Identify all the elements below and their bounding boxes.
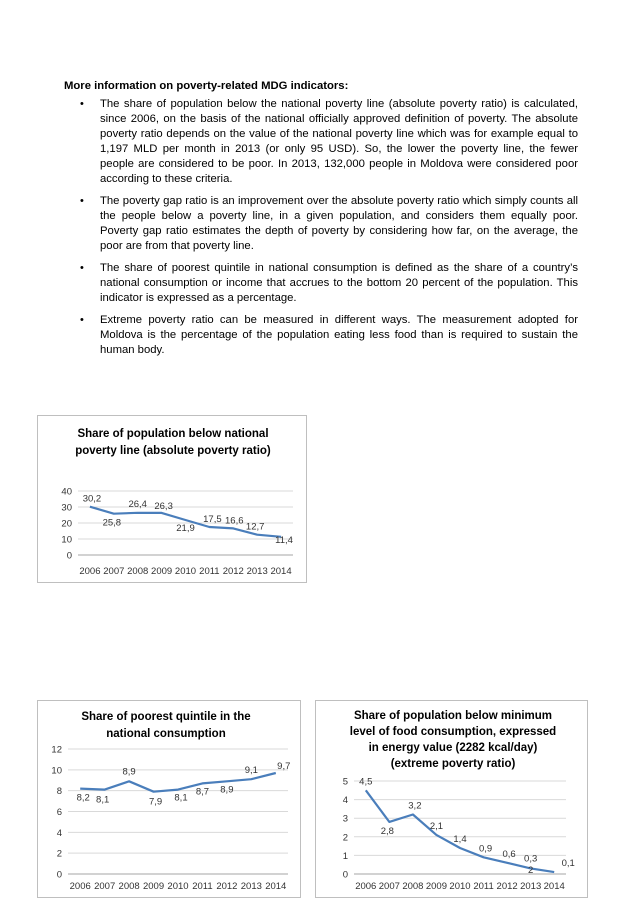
- data-label: 30,2: [82, 493, 102, 505]
- x-tick-label: 2006: [79, 566, 101, 577]
- bullet-item: [64, 313, 578, 358]
- x-tick-label: 2010: [174, 566, 197, 577]
- y-tick-label: 4: [56, 827, 62, 839]
- data-label: 16,6: [225, 515, 244, 527]
- y-tick-label: 4: [342, 795, 348, 807]
- chart-title-line: (extreme poverty ratio): [390, 758, 516, 770]
- y-tick-label: 2: [56, 848, 62, 860]
- x-tick-label: 2014: [265, 881, 287, 892]
- data-label-extra: 2: [528, 865, 534, 876]
- data-label: 0,1: [561, 858, 575, 870]
- y-tick-label: 0: [56, 869, 62, 881]
- chart-title-line: in energy value (2282 kcal/day): [368, 742, 538, 754]
- data-label: 26,3: [154, 500, 173, 512]
- data-label: 2,1: [429, 820, 444, 832]
- data-label: 4,5: [359, 776, 373, 788]
- bullet-icon: •: [80, 195, 84, 207]
- data-label: 8,9: [122, 766, 136, 778]
- x-tick-label: 2013: [240, 881, 262, 892]
- y-tick-label: 40: [61, 486, 72, 498]
- bullet-list: [64, 97, 578, 358]
- x-tick-label: 2008: [118, 881, 140, 892]
- bullet-item: [64, 261, 578, 306]
- y-tick-label: 20: [61, 518, 72, 530]
- chart-title-line: Share of population below national: [77, 428, 269, 440]
- data-label: 8,7: [195, 786, 210, 798]
- data-label: 2,8: [380, 825, 394, 837]
- x-tick-label: 2006: [69, 881, 91, 892]
- bullet-item: [64, 194, 578, 254]
- data-label: 0,6: [502, 848, 516, 860]
- data-label: 8,1: [96, 794, 110, 806]
- data-label: 3,2: [408, 800, 422, 812]
- x-tick-label: 2008: [402, 881, 424, 892]
- x-tick-label: 2013: [246, 566, 268, 577]
- bullet-text: Extreme poverty ratio can be measured in different ways. The measurement adopted for Moldova is the percentage of the population eating less food than is required to sustain the human body.: [100, 314, 578, 356]
- x-tick-label: 2009: [142, 881, 165, 892]
- x-tick-label: 2008: [127, 566, 149, 577]
- x-tick-label: 2014: [270, 566, 292, 577]
- x-tick-label: 2007: [378, 881, 400, 892]
- bullet-icon: •: [80, 98, 84, 110]
- data-label: 17,5: [203, 514, 222, 525]
- x-tick-label: 2012: [222, 566, 244, 577]
- x-tick-label: 2009: [425, 881, 448, 892]
- chart-title-line: Share of population below minimum: [353, 710, 553, 722]
- chart-poorest-quintile-svg: [38, 701, 300, 897]
- data-label: 1,4: [453, 833, 467, 845]
- info-text-block: [64, 79, 578, 365]
- data-label: 8,9: [220, 784, 234, 796]
- chart-title-line: level of food consumption, expressed: [349, 726, 557, 738]
- x-tick-label: 2011: [199, 566, 220, 577]
- y-tick-label: 3: [342, 813, 348, 825]
- chart-extreme-poverty-svg: [316, 701, 587, 897]
- data-label: 9,1: [244, 765, 258, 777]
- x-tick-label: 2010: [167, 881, 189, 892]
- bullet-item: [64, 97, 578, 187]
- x-tick-label: 2012: [496, 881, 518, 892]
- data-label: 8,2: [76, 792, 90, 804]
- y-tick-label: 8: [56, 786, 62, 798]
- y-tick-label: 10: [61, 534, 72, 546]
- chart-title-line: poverty line (absolute poverty ratio): [75, 445, 271, 457]
- y-tick-label: 12: [51, 744, 62, 756]
- x-tick-label: 2011: [473, 881, 494, 892]
- y-tick-label: 30: [61, 502, 72, 514]
- section-heading: More information on poverty-related MDG indicators:: [64, 80, 349, 92]
- y-tick-label: 0: [342, 869, 348, 881]
- bullet-icon: •: [80, 314, 84, 326]
- chart-extreme-poverty: [315, 700, 588, 898]
- x-tick-label: 2010: [449, 881, 471, 892]
- chart-absolute-poverty: [37, 415, 307, 583]
- data-label: 8,1: [174, 792, 188, 804]
- y-tick-label: 2: [342, 832, 348, 844]
- bullet-icon: •: [80, 262, 84, 274]
- x-tick-label: 2007: [103, 566, 125, 577]
- x-tick-label: 2007: [94, 881, 116, 892]
- y-tick-label: 6: [56, 807, 62, 818]
- data-label: 11,4: [275, 534, 293, 546]
- chart-absolute-poverty-svg: [38, 416, 306, 582]
- x-tick-label: 2009: [151, 566, 173, 577]
- x-tick-label: 2014: [543, 881, 565, 892]
- x-tick-label: 2012: [216, 881, 238, 892]
- data-label: 0,9: [478, 843, 493, 855]
- x-tick-label: 2006: [355, 881, 377, 892]
- y-tick-label: 0: [66, 550, 72, 562]
- bullet-text: The share of poorest quintile in national consumption is defined as the share of a country’s national consumption or income that accrues to the bottom 20 percent of the population. This indicator is expressed as a percentage.: [100, 262, 578, 304]
- chart-title-line: national consumption: [106, 728, 226, 740]
- x-tick-label: 2011: [192, 881, 213, 892]
- bullet-text: The poverty gap ratio is an improvement over the absolute poverty ratio which simply counts all the people below a poverty line, in a given population, and considers them equally poor. Poverty gap ratio estimates the depth of poverty by considering how far, on the average, the poor are from that poverty line.: [100, 195, 578, 252]
- data-label: 0,3: [524, 853, 538, 865]
- data-label: 21,9: [176, 522, 195, 534]
- data-label: 26,4: [128, 498, 147, 510]
- data-label: 7,9: [148, 796, 163, 808]
- chart-title-line: Share of poorest quintile in the: [81, 711, 251, 723]
- data-label: 12,7: [245, 521, 265, 533]
- bullet-text: The share of population below the national poverty line (absolute poverty ratio) is calculated, since 2006, on the basis of the national officially approved definition of poverty. The absolute poverty ratio depends on the value of the national poverty line which was for example equal to 1,197 MLD per month in 2013 (or only 95 USD). So, the lower the poverty line, the fewer people are considered to be poor. In 2013, 132,000 people in Moldova were considered poor according to these criteria.: [100, 98, 578, 185]
- y-tick-label: 5: [342, 776, 348, 788]
- y-tick-label: 10: [51, 765, 62, 777]
- data-label: 9,7: [277, 760, 291, 772]
- y-tick-label: 1: [342, 850, 348, 862]
- x-tick-label: 2013: [520, 881, 542, 892]
- data-label: 25,8: [102, 517, 122, 529]
- chart-poorest-quintile: [37, 700, 301, 898]
